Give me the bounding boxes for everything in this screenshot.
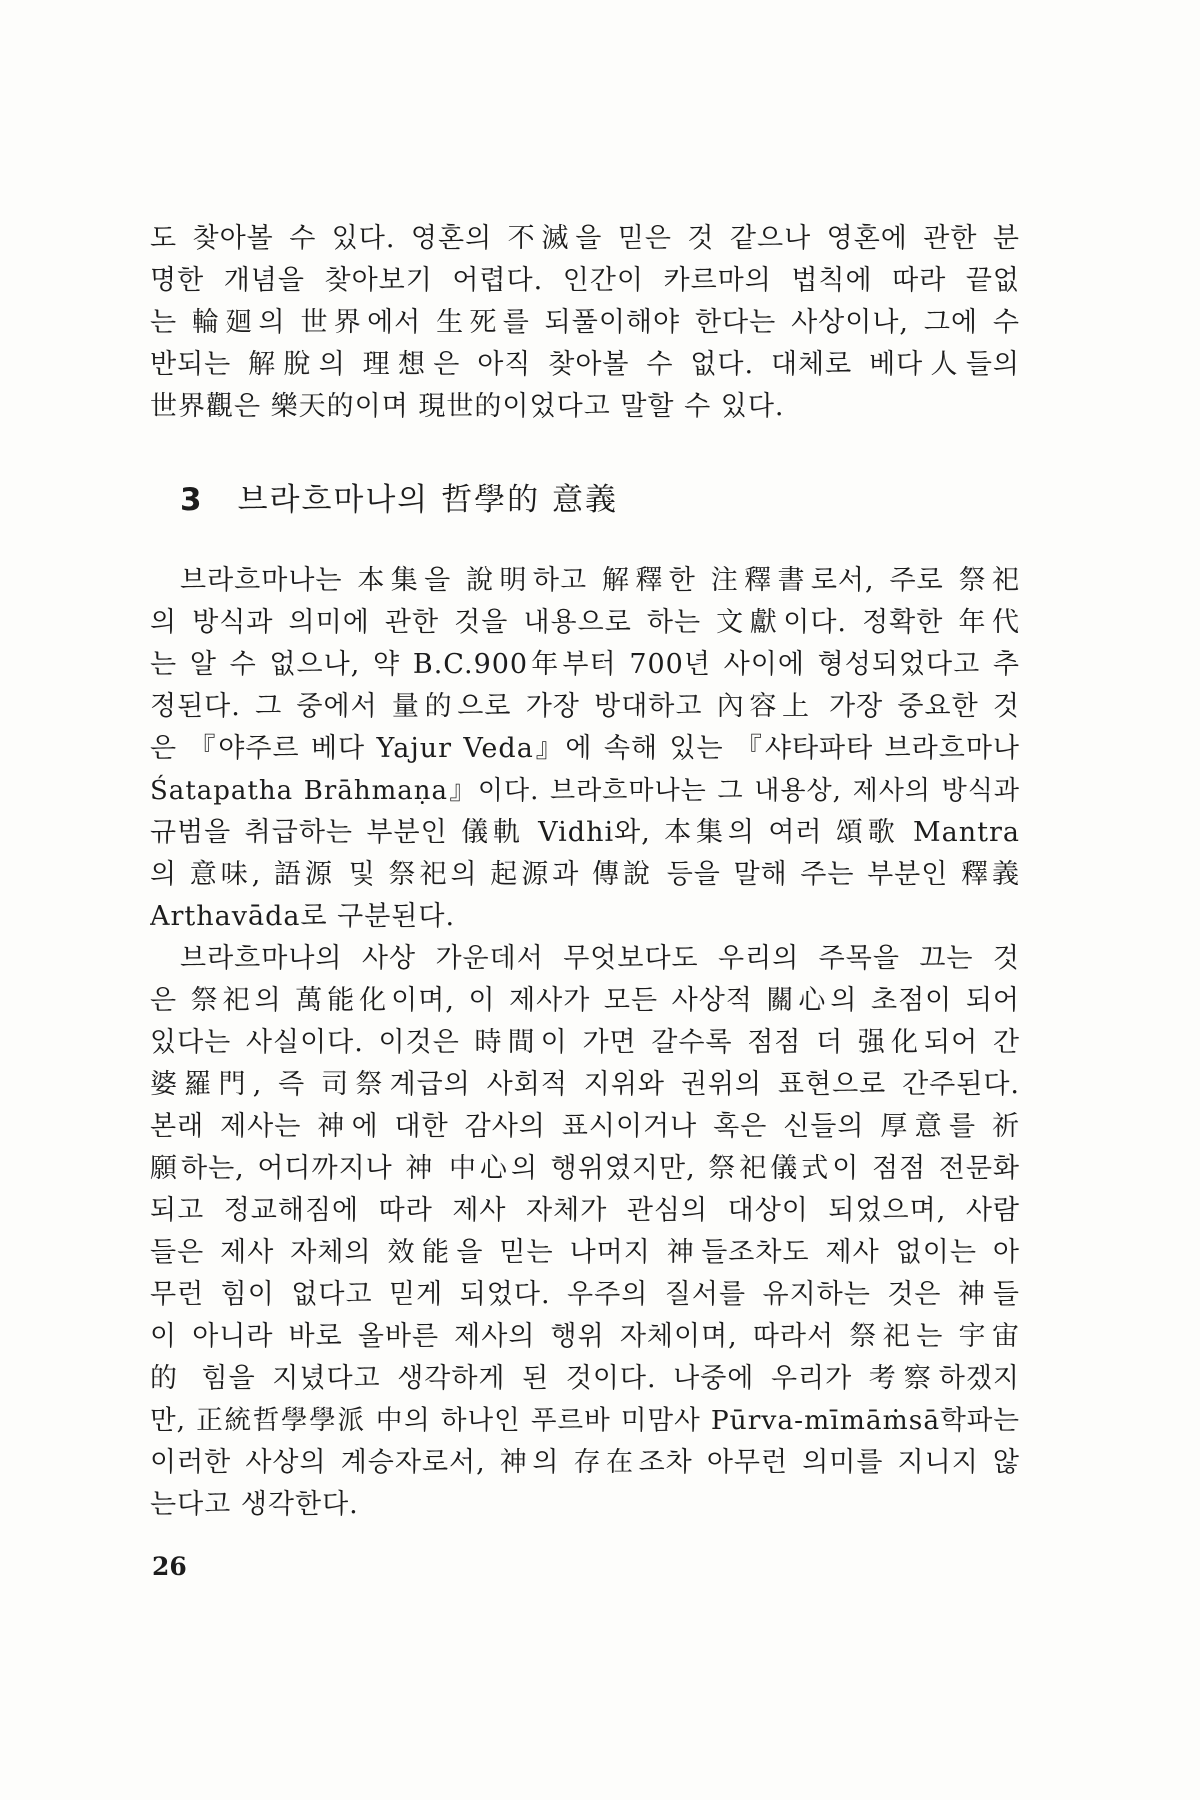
text-line: 브라흐마나의 사상 가운데서 무엇보다도 우리의 주목을 끄는 것 [180,943,1020,974]
text-line: 명한 개념을 찾아보기 어렵다. 인간이 카르마의 법칙에 따라 끝없 [150,265,1020,296]
section-title: 브라흐마나의 哲學的 意義 [237,482,618,518]
page-number: 26 [152,1552,187,1581]
section-heading [180,478,618,522]
text-line: 은 祭祀의 萬能化이며, 이 제사가 모든 사상적 關心의 초점이 되어 [150,985,1020,1016]
text-line: Śatapatha Brāhmaṇa』이다. 브라흐마나는 그 내용상, 제사의 방식과 [150,776,1020,806]
text-line: 이 아니라 바로 올바른 제사의 행위 자체이며, 따라서 祭祀는 宇宙 [150,1321,1020,1352]
text-line: 世界觀은 樂天的이며 現世的이었다고 말할 수 있다. [150,391,785,422]
text-line: 정된다. 그 중에서 量的으로 가장 방대하고 內容上 가장 중요한 것 [150,691,1020,722]
text-line: 브라흐마나는 本集을 說明하고 解釋한 注釋書로서, 주로 祭祀 [180,565,1020,596]
text-line: 규범을 취급하는 부분인 儀軌 Vidhi와, 本集의 여러 頌歌 Mantra [150,817,1020,848]
text-line: 는 輪廻의 世界에서 生死를 되풀이해야 한다는 사상이나, 그에 수 [150,307,1020,338]
text-line: 願하는, 어디까지나 神 中心의 행위였지만, 祭祀儀式이 점점 전문화 [150,1153,1020,1184]
text-line: 들은 제사 자체의 效能을 믿는 나머지 神들조차도 제사 없이는 아 [150,1237,1020,1268]
text-line: 는 알 수 없으나, 약 B.C.900年부터 700년 사이에 형성되었다고 추 [150,649,1020,680]
section-number: 3 [180,482,204,518]
text-line: 반되는 解脫의 理想은 아직 찾아볼 수 없다. 대체로 베다人들의 [150,349,1020,380]
text-line: 는다고 생각한다. [150,1489,359,1520]
text-line: 되고 정교해짐에 따라 제사 자체가 관심의 대상이 되었으며, 사람 [150,1195,1020,1226]
text-line: Arthavāda로 구분된다. [150,901,456,932]
text-line: 婆羅門, 즉 司祭계급의 사회적 지위와 권위의 표현으로 간주된다. [150,1069,1020,1100]
text-line: 은 『야주르 베다 Yajur Veda』에 속해 있는 『샤타파타 브라흐마나 [150,733,1020,764]
text-line: 의 방식과 의미에 관한 것을 내용으로 하는 文獻이다. 정확한 年代 [150,607,1020,638]
text-line: 이러한 사상의 계승자로서, 神의 存在조차 아무런 의미를 지니지 않 [150,1447,1020,1478]
text-line: 의 意味, 語源 및 祭祀의 起源과 傳說 등을 말해 주는 부분인 釋義 [150,859,1020,890]
text-line: 무런 힘이 없다고 믿게 되었다. 우주의 질서를 유지하는 것은 神들 [150,1279,1020,1310]
text-line: 만, 正統哲學學派 中의 하나인 푸르바 미맘사 Pūrva-mīmāṁsā학파는 [150,1405,1020,1436]
paragraph-sacrifice-thought [150,938,1020,1526]
text-line: 的 힘을 지녔다고 생각하게 된 것이다. 나중에 우리가 考察하겠지 [150,1363,1020,1394]
text-line: 도 찾아볼 수 있다. 영혼의 不滅을 믿은 것 같으나 영혼에 관한 분 [150,223,1020,254]
text-line: 본래 제사는 神에 대한 감사의 표시이거나 혹은 신들의 厚意를 祈 [150,1111,1020,1142]
intro-paragraph [150,218,1020,428]
text-line: 있다는 사실이다. 이것은 時間이 가면 갈수록 점점 더 强化되어 간 [150,1027,1020,1058]
paragraph-brahmana-definition [150,560,1020,938]
